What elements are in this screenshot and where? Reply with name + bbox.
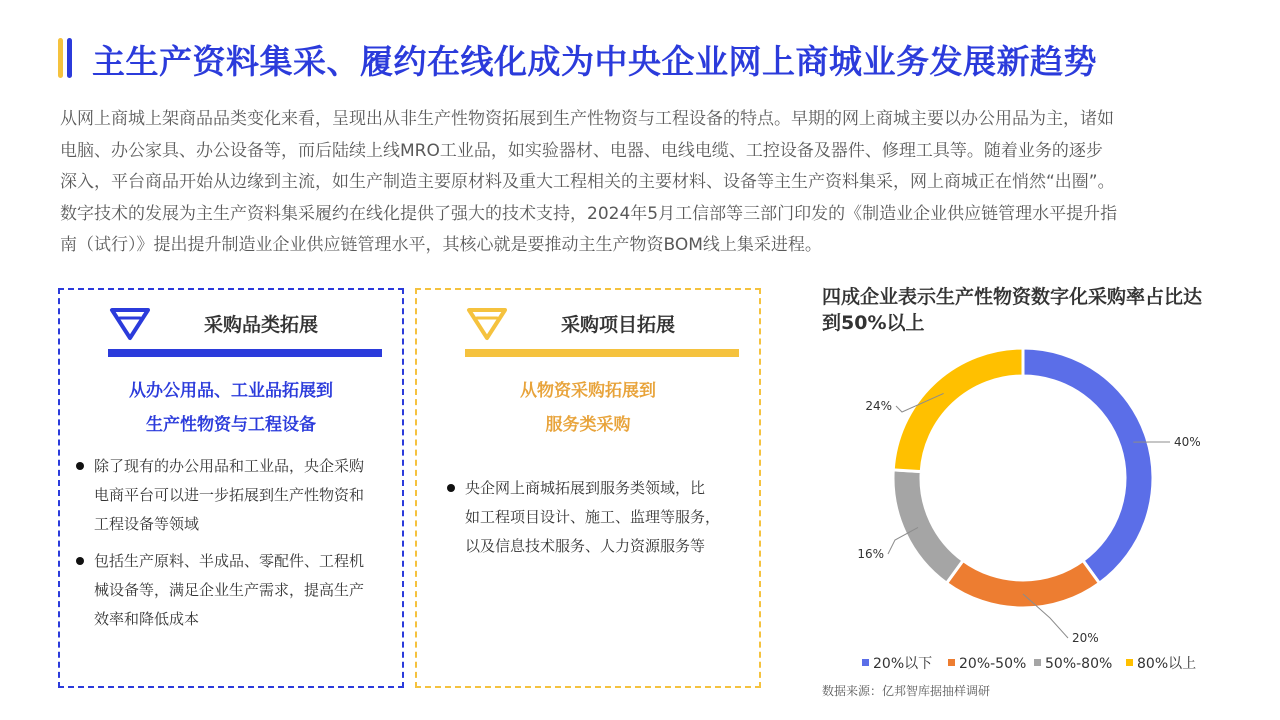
donut-slice xyxy=(893,470,963,583)
bullet-text: 以及信息技术服务、人力资源服务等 xyxy=(465,537,706,555)
bullet-text: 工程设备等领域 xyxy=(94,515,200,533)
card-title-underline xyxy=(465,349,739,357)
donut-slice xyxy=(947,561,1100,608)
data-label: 16% xyxy=(857,547,884,561)
card-subtitle-line: 服务类采购 xyxy=(545,415,631,435)
bullet-list xyxy=(445,474,745,569)
data-source-note: 数据来源：亿邦智库据抽样调研 xyxy=(822,684,991,698)
legend-label: 20%以下 xyxy=(873,656,933,672)
intro-paragraph xyxy=(60,104,1235,262)
card-category-expansion xyxy=(58,288,404,688)
intro-line: 南（试行）》提出提升制造业企业供应链管理水平，其核心就是要推动主生产物资BOM线上集采进程。 xyxy=(60,235,822,255)
bullet-dot-icon xyxy=(447,484,455,492)
bullet-text: 央企网上商城拓展到服务类领域，比 xyxy=(465,479,706,497)
bullet-text: 如工程项目设计、施工、监理等服务， xyxy=(465,508,721,526)
legend-swatch xyxy=(862,659,869,666)
data-label: 20% xyxy=(1072,631,1099,645)
list-item xyxy=(74,547,388,634)
page-title: 主生产资料集采、履约在线化成为中央企业网上商城业务发展新趋势 xyxy=(92,42,1097,81)
card-subtitle-line: 生产性物资与工程设备 xyxy=(146,415,316,435)
card-subtitle-line: 从物资采购拓展到 xyxy=(520,381,656,401)
legend-swatch xyxy=(1126,659,1133,666)
bullet-list xyxy=(74,452,388,642)
chart-title-line: 四成企业表示生产性物资数字化采购率占比达 xyxy=(822,286,1203,308)
bullet-dot-icon xyxy=(76,557,84,565)
chart-title xyxy=(822,284,1202,336)
bullet-text: 械设备等，满足企业生产需求，提高生产 xyxy=(94,581,365,599)
card-subtitle-line: 从办公用品、工业品拓展到 xyxy=(129,381,333,401)
card-subtitle xyxy=(60,374,402,442)
donut-slice xyxy=(1023,348,1153,583)
donut-slice xyxy=(893,348,1023,472)
card-title: 采购项目拓展 xyxy=(560,314,675,336)
bullet-dot-icon xyxy=(76,462,84,470)
bullet-text: 除了现有的办公用品和工业品，央企采购 xyxy=(94,457,365,475)
accent-bar-yellow xyxy=(58,38,63,78)
card-title: 采购品类拓展 xyxy=(203,314,318,336)
intro-line: 电脑、办公家具、办公设备等，而后陆续上线MRO工业品，如实验器材、电器、电线电缆、工控设备及器件、修理工具等。随着业务的逐步 xyxy=(60,140,1103,161)
intro-line: 深入，平台商品开始从边缘到主流，如生产制造主要原材料及重大工程相关的主要材料、设备等主生产资料集采，网上商城正在悄然“出圈”。 xyxy=(60,172,1115,192)
list-item xyxy=(445,474,745,561)
list-item xyxy=(74,452,388,539)
bullet-text: 包括生产原料、半成品、零配件、工程机 xyxy=(94,552,365,570)
legend-swatch xyxy=(1034,659,1041,666)
legend-label: 80%以上 xyxy=(1137,656,1197,672)
card-subtitle xyxy=(417,374,759,442)
accent-bar-blue xyxy=(67,38,72,78)
legend-swatch xyxy=(948,659,955,666)
intro-line: 从网上商城上架商品品类变化来看，呈现出从非生产性物资拓展到生产性物资与工程设备的特点。早期的网上商城主要以办公用品为主，诸如 xyxy=(60,109,1114,129)
bullet-text: 电商平台可以进一步拓展到生产性物资和 xyxy=(94,486,365,504)
legend-label: 20%-50% xyxy=(959,656,1027,672)
card-title-underline xyxy=(108,349,382,357)
intro-line: 数字技术的发展为主生产资料集采履约在线化提供了强大的技术支持，2024年5月工信部等三部门印发的《制造业企业供应链管理水平提升指 xyxy=(60,203,1118,224)
title-accent-bar xyxy=(58,38,72,78)
card-project-expansion xyxy=(415,288,761,688)
legend-label: 50%-80% xyxy=(1045,656,1113,672)
donut-chart xyxy=(820,340,1260,680)
bullet-text: 效率和降低成本 xyxy=(94,610,200,628)
data-label: 24% xyxy=(865,399,892,413)
data-label: 40% xyxy=(1174,435,1201,449)
chart-title-line: 到50%以上 xyxy=(822,312,925,334)
